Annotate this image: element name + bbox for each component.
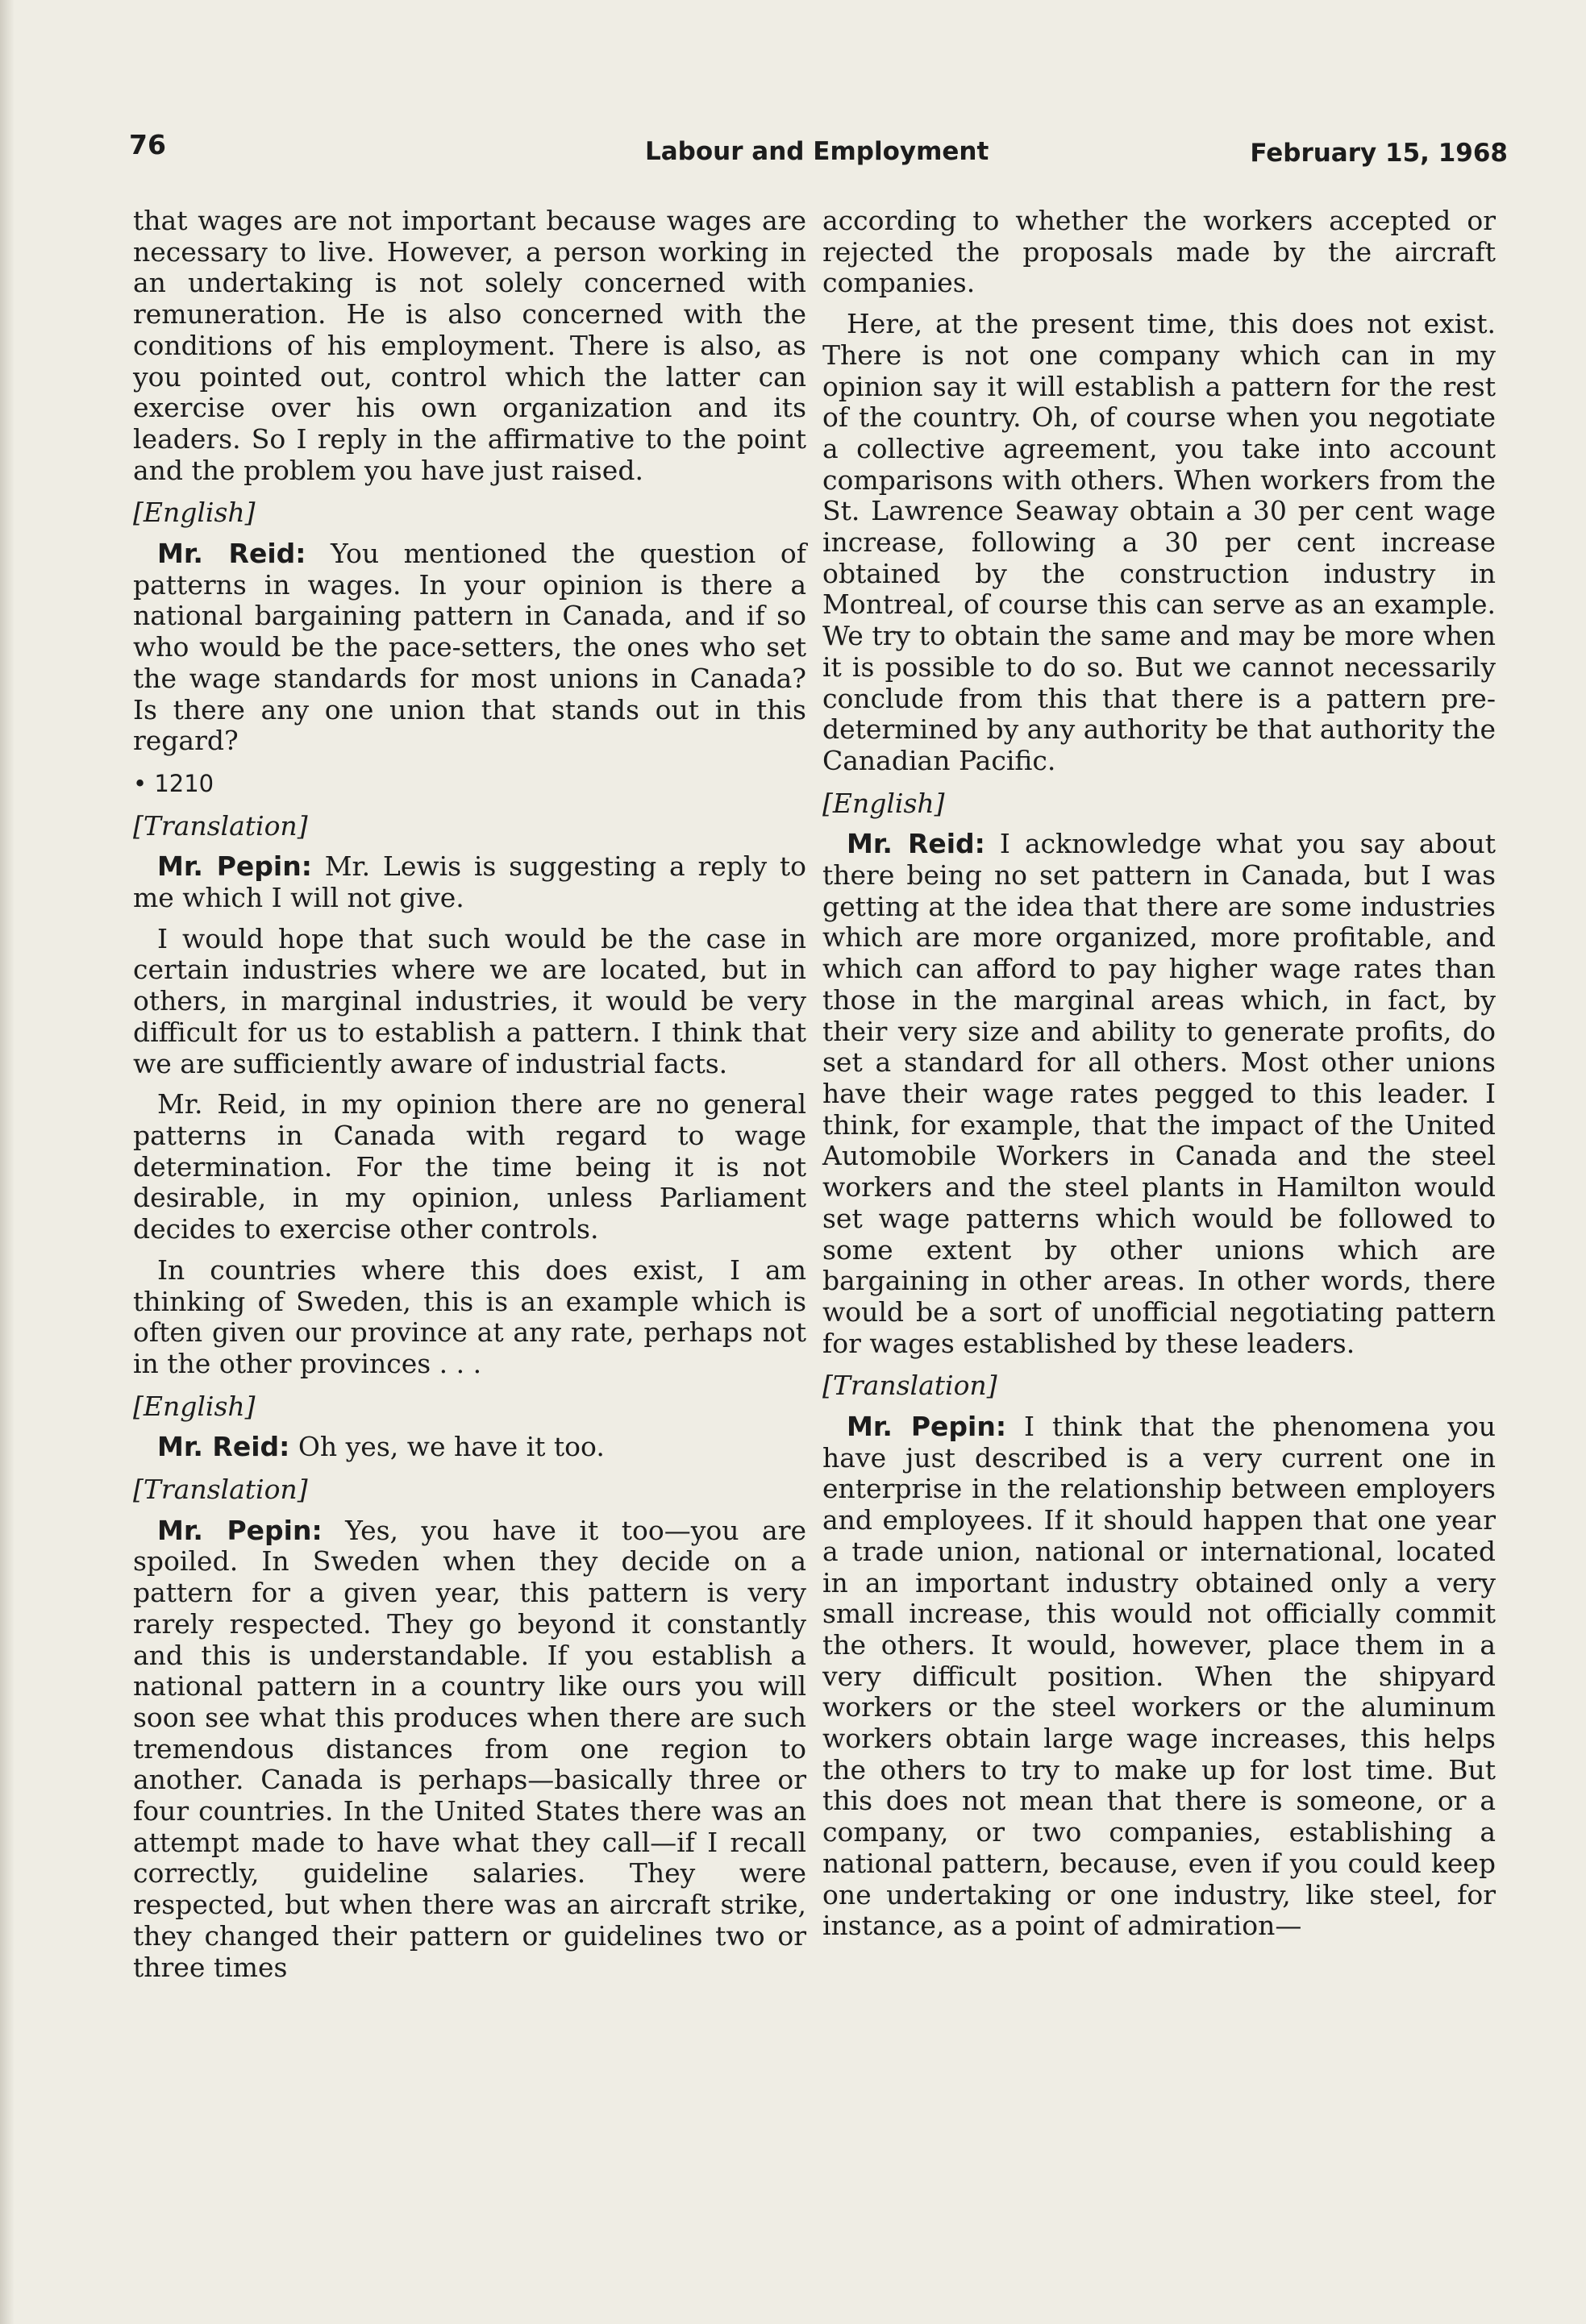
speaker-name: Mr. Pepin: — [157, 1514, 323, 1546]
page-number: 76 — [129, 129, 166, 160]
speech-text: Mr. Lewis is suggesting a reply to me which I will not give. — [133, 850, 806, 914]
speaker-name: Mr. Reid: — [157, 1431, 290, 1463]
paragraph — [822, 1411, 1496, 1942]
speech-text: Yes, you have it too—you are spoiled. In Sweden when they decide on a pattern for a given year, this pattern is very rarely respected. They go beyond it constantly and this is understandable. If you establish a national pattern in a country like ours you will soon see what this produces when there are such tremendous distances from one region to another. Canada is perhaps—basically three or four countries. In the United States there was an attempt made to have what they call—if I recall correctly, guideline salaries. They were respected, but when there was an aircraft strike, they changed their pattern or guidelines two or three times — [133, 1514, 806, 1983]
paragraph: Here, at the present time, this does not exist. There is not one company which can in my opinion say it will establish a pattern for the rest of the country. Oh, of course when you negotiate a collective agreement, you take into account comparisons with others. When workers from the St. Lawrence Seaway obtain a 30 per cent wage increase, following a 30 per cent increase obtained by the construction industry in Montreal, of course this can serve as an example. We try to obtain the same and may be more when it is possible to do so. But we cannot necessarily conclude from this that there is a pattern pre-determined by any authority be that authority the Canadian Pacific. — [822, 308, 1496, 776]
language-tag: [English] — [822, 787, 945, 819]
speaker-name: Mr. Reid: — [847, 828, 985, 860]
paragraph — [133, 1515, 806, 1984]
paragraph: I would hope that such would be the case in certain industries where we are located, but in others, in marginal industries, it would be very difficult for us to establish a pattern. I think that we are sufficiently aware of industrial facts. — [133, 922, 806, 1079]
paragraph — [133, 1432, 806, 1463]
paragraph — [133, 851, 806, 913]
speaker-name: Mr. Pepin: — [847, 1411, 1007, 1443]
language-tag: [Translation] — [133, 1474, 308, 1506]
paragraph — [822, 829, 1496, 1359]
paragraph: In countries where this does exist, I am thinking of Sweden, this is an example which is often given our province at any rate, perhaps not in the other provinces . . . — [133, 1253, 806, 1379]
language-tag: [Translation] — [133, 809, 308, 842]
speaker-name: Mr. Reid: — [157, 538, 306, 570]
language-tag: [English] — [133, 1390, 256, 1422]
running-header — [129, 129, 1508, 169]
speech-text: Oh yes, we have it too. — [298, 1431, 605, 1463]
paragraph: according to whether the workers accepted or rejected the proposals made by the aircraft companies. — [822, 205, 1496, 299]
paragraph: Mr. Reid, in my opinion there are no general patterns in Canada with regard to wage determination. For the time being it is not desirable, in my opinion, unless Parliament decides to exercise other controls. — [133, 1088, 806, 1245]
binding-shadow — [0, 0, 15, 2324]
page-date: February 15, 1968 — [1250, 139, 1508, 168]
language-tag: [Translation] — [822, 1370, 997, 1402]
speech-text: I acknowledge what you say about there being no set pattern in Canada, but I was getting at the idea that there are some industries which are more organized, more profitable, and which can afford to pay higher wage rates than those in the marginal areas which, in fact, by their very size and ability to generate profits, do set a standard for all others. Most other unions have their wage rates pegged to this leader. I think, for example, that the impact of the United Automobile Workers in Canada and the steel workers and the steel plants in Hamilton would set wage patterns which would be followed to some extent by other unions which are bargaining in other areas. In other words, there would be a sort of unofficial negotiating pattern for wages established by these leaders. — [822, 828, 1497, 1359]
paragraph — [133, 538, 806, 757]
language-tag: [English] — [133, 497, 256, 529]
left-column — [133, 206, 806, 1993]
right-column — [822, 206, 1496, 1952]
paragraph: that wages are not important because wages are necessary to live. However, a person working in an undertaking is not solely concerned with remuneration. He is also concerned with the conditions of his employment. There is also, as you pointed out, control which the latter can exercise over his own organization and its leaders. So I reply in the affirmative to the point and the problem you have just raised. — [133, 205, 806, 486]
speech-text: You mentioned the question of patterns in wages. In your opinion is there a national bargaining pattern in Canada, and if so who would be the pace-setters, the ones who set the wage standards for most unions in Canada? Is there any one union that stands out in this regard? — [133, 538, 806, 757]
time-marker: • 1210 — [133, 769, 214, 797]
speech-text: I think that the phenomena you have just described is a very current one in enterprise in the relationship between employers and employees. If it should happen that one year a trade union, national or international, located in an important industry obtained only a very small increase, this would not officially commit the others. It would, however, place them in a very difficult position. When the shipyard workers or the steel workers or the aluminum workers obtain large wage increases, this helps the others to try to make up for lost time. But this does not mean that there is someone, or a company, or two companies, establishing a national pattern, because, even if you could keep one undertaking or one industry, like steel, for instance, as a point of admiration— — [822, 1411, 1497, 1942]
speaker-name: Mr. Pepin: — [157, 850, 312, 883]
page-title: Labour and Employment — [645, 137, 989, 166]
